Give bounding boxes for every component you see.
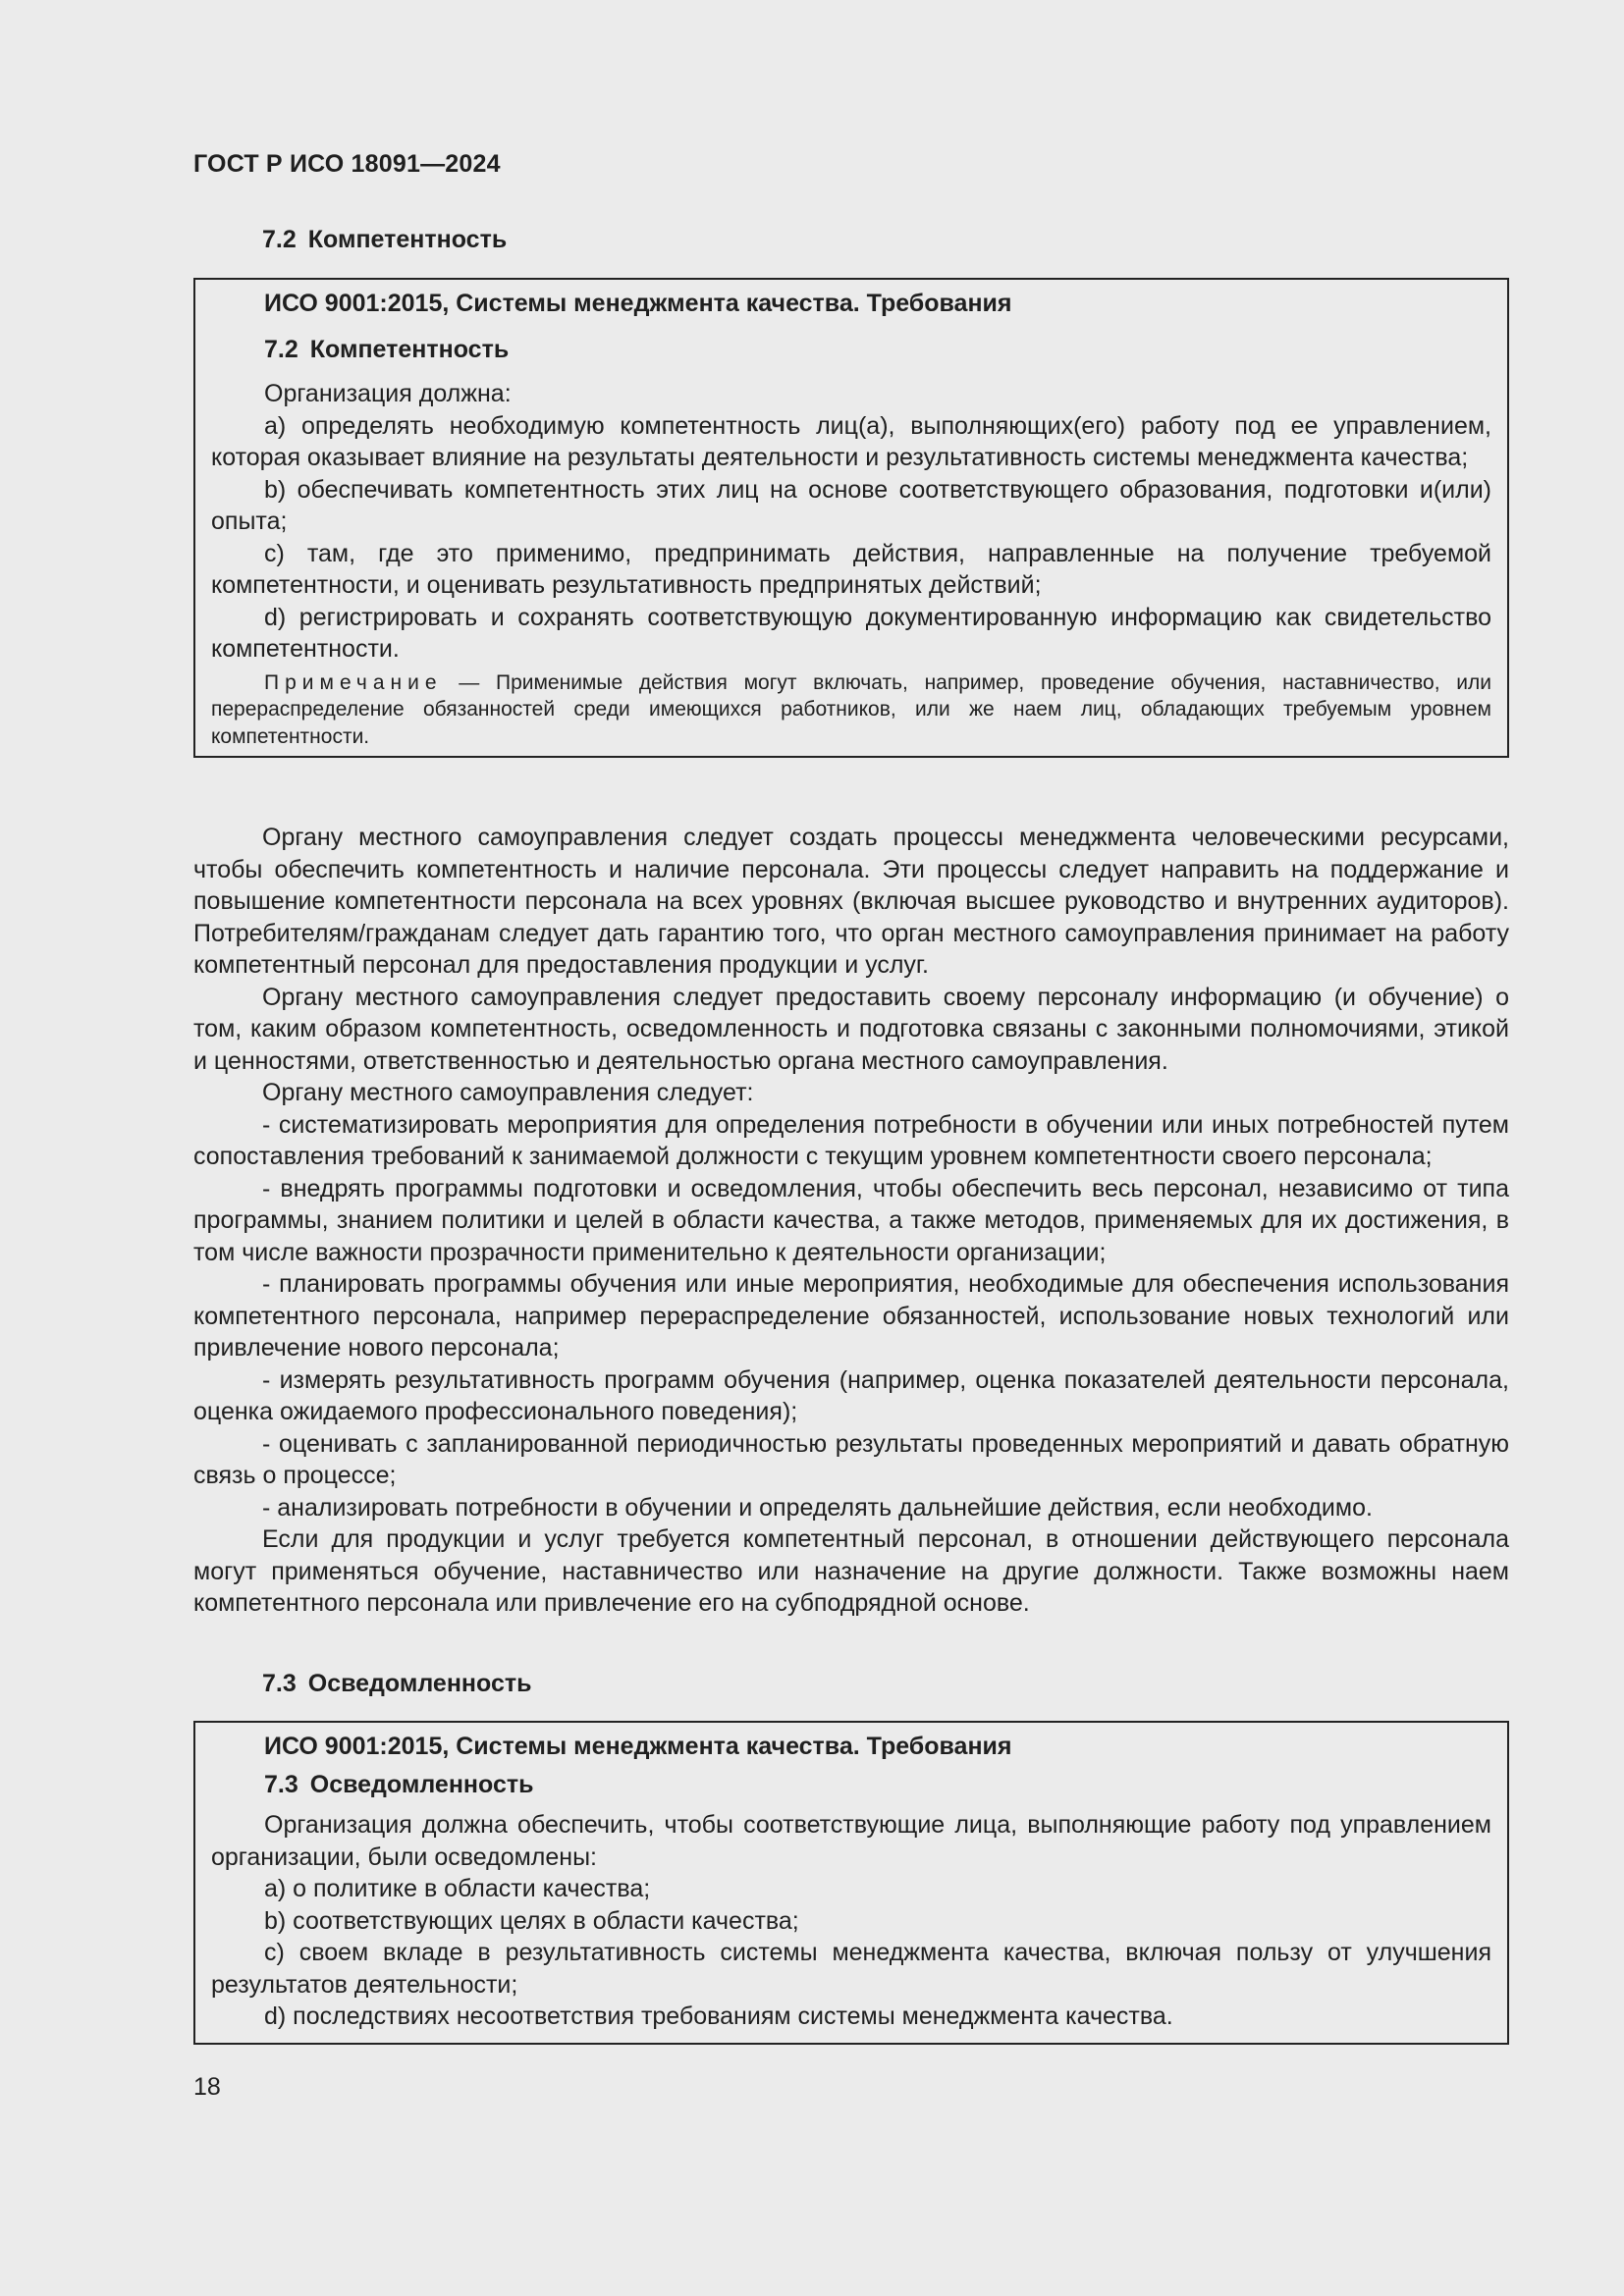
paragraph: Если для продукции и услуг требуется компетентный персонал, в отношении действующего персонала могут применяться обучение, наставничество или назначение на другие должности. Также возможны наем компетентного персонала или привлечение его на субподрядной основе. xyxy=(193,1525,1509,1617)
section-title: Компетентность xyxy=(307,226,508,253)
section-heading-7-2 xyxy=(193,226,507,254)
box-item-a: a) определять необходимую компетентность лиц(а), выполняющих(его) работу под ее управлением, которая оказывает влияние на результаты деятельности и результативность системы менеджмента качества; xyxy=(211,411,1491,471)
box-section-number: 7.2 xyxy=(264,336,298,363)
paragraph: Органу местного самоуправления следует создать процессы менеджмента человеческими ресурсами, чтобы обеспечить компетентность и наличие персонала. Эти процессы следует направить на поддержание и повышение компетентности персонала на всех уровнях (включая высшее руководство и внутренних аудиторов). Потребителям/гражданам следует дать гарантию того, что орган местного самоуправления принимает на работу компетентный персонал для предоставления продукции и услуг. xyxy=(193,824,1509,979)
list-item: - внедрять программы подготовки и осведомления, чтобы обеспечить весь персонал, независимо от типа программы, знанием политики и целей в области качества, а также методов, применяемых для их достижения, в том числе важности прозрачности применительно к деятельности организации; xyxy=(193,1174,1509,1266)
box-item-d: d) последствиях несоответствия требованиям системы менеджмента качества. xyxy=(264,2002,1173,2030)
box-intro: Организация должна обеспечить, чтобы соответствующие лица, выполняющие работу под управлением организации, были осведомлены: xyxy=(211,1811,1491,1871)
box-item-b: b) обеспечивать компетентность этих лиц на основе соответствующего образования, подготовки и(или) опыта; xyxy=(211,475,1491,535)
iso-quote-box-7-3 xyxy=(193,1721,1509,2045)
list-item: - оценивать с запланированной периодичностью результаты проведенных мероприятий и давать обратную связь о процессе; xyxy=(193,1429,1509,1489)
box-title: ИСО 9001:2015, Системы менеджмента качества. Требования xyxy=(264,1733,1012,1760)
page-number: 18 xyxy=(193,2073,221,2101)
box-item-c: c) там, где это применимо, предпринимать действия, направленные на получение требуемой компетентности, и оценивать результативность предпринятых действий; xyxy=(211,539,1491,599)
note-label: Примечание xyxy=(264,670,443,694)
box-title: ИСО 9001:2015, Системы менеджмента качества. Требования xyxy=(264,290,1012,317)
section-number: 7.3 xyxy=(262,1670,297,1697)
list-item: - планировать программы обучения или иные мероприятия, необходимые для обеспечения использования компетентного персонала, например перераспределение обязанностей, использование новых технологий или привлечение нового персонала; xyxy=(193,1270,1509,1362)
document-header: ГОСТ Р ИСО 18091—2024 xyxy=(193,150,501,178)
box-item-c: c) своем вкладе в результативность системы менеджмента качества, включая пользу от улучшения результатов деятельности; xyxy=(211,1939,1491,1999)
box-section-title: Компетентность xyxy=(309,336,510,363)
box-item-a: a) о политике в области качества; xyxy=(264,1875,651,1902)
box-section-heading xyxy=(211,336,1491,364)
box-section-heading xyxy=(211,1771,1491,1799)
box-intro: Организация должна: xyxy=(264,380,512,407)
section-number: 7.2 xyxy=(262,226,297,253)
paragraph: Органу местного самоуправления следует предоставить своему персоналу информацию (и обучение) о том, каким образом компетентность, осведомленность и подготовка связаны с законными полномочиями, этикой и ценностями, ответственностью и деятельностью органа местного самоуправления. xyxy=(193,983,1509,1075)
paragraph: Органу местного самоуправления следует: xyxy=(262,1079,754,1106)
list-item: - анализировать потребности в обучении и определять дальнейшие действия, если необходимо. xyxy=(262,1493,1373,1522)
box-section-title: Осведомленность xyxy=(309,1771,534,1798)
box-item-b: b) соответствующих целях в области качества; xyxy=(264,1906,799,1935)
box-section-number: 7.3 xyxy=(264,1771,298,1798)
list-item: - систематизировать мероприятия для определения потребности в обучении или иных потребностей путем сопоставления требований к занимаемой должности с текущим уровнем компетентности своего персонала; xyxy=(193,1110,1509,1170)
box-note xyxy=(211,669,1491,751)
box-item-d: d) регистрировать и сохранять соответствующую документированную информацию как свидетельство компетентности. xyxy=(211,603,1491,663)
section-heading-7-3 xyxy=(193,1670,531,1698)
note-text: — Применимые действия могут включать, например, проведение обучения, наставничество, или перераспределение обязанностей среди имеющихся работников, или же наем лиц, обладающих требуемым уровнем компетентности. xyxy=(211,670,1491,748)
section-title: Осведомленность xyxy=(307,1670,532,1697)
section-7-2-body xyxy=(193,822,1509,1620)
list-item: - измерять результативность программ обучения (например, оценка показателей деятельности персонала, оценка ожидаемого профессионального поведения); xyxy=(193,1365,1509,1425)
iso-quote-box-7-2 xyxy=(193,278,1509,758)
